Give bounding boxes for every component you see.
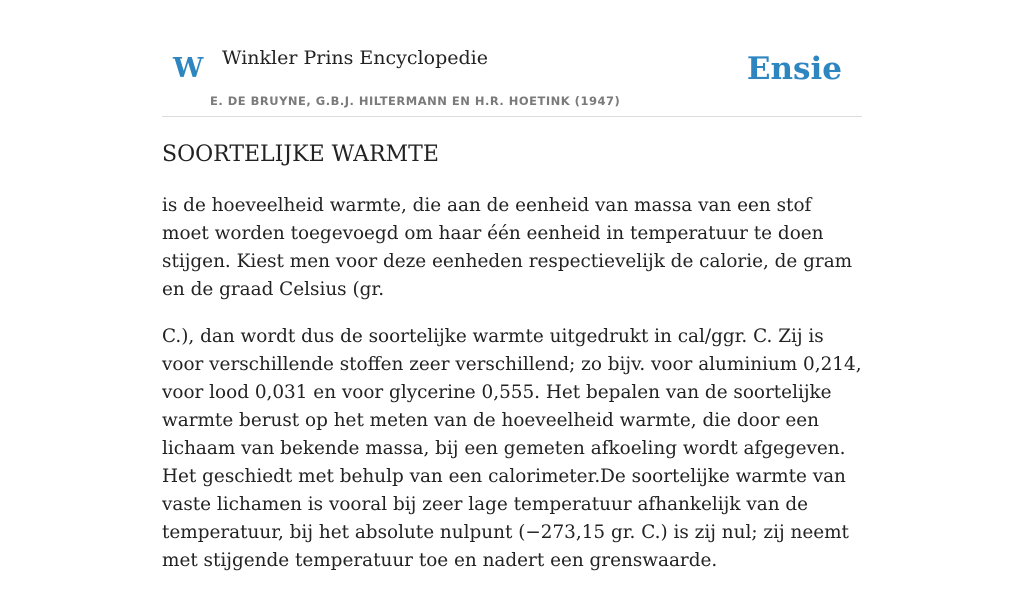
article-paragraph: is de hoeveelheid warmte, die aan de eenheid van massa van een stof moet worden toegevoegd om haar één eenheid in temperatuur te doen stijgen. Kiest men voor deze eenheden respectievelijk de calorie, de gram en de graad Celsius (gr. — [162, 195, 853, 300]
site-header — [162, 0, 862, 117]
ensie-brand-logo[interactable]: Ensie — [746, 51, 842, 87]
page-title: SOORTELIJKE WARMTE — [162, 142, 439, 167]
source-title[interactable]: Winkler Prins Encyclopedie — [222, 47, 488, 69]
winkler-prins-logo[interactable]: W — [173, 53, 204, 84]
source-authors: E. DE BRUYNE, G.B.J. HILTERMANN EN H.R. HOETINK (1947) — [210, 94, 621, 108]
article-paragraph: C.), dan wordt dus de soortelijke warmte uitgedrukt in cal/ggr. C. Zij is voor verschillende stoffen zeer verschillend; zo bijv. voor aluminium 0,214, voor lood 0,031 en voor glycerine 0,555. Het bepalen van de soortelijke warmte berust op het meten van de hoeveelheid warmte, die door een lichaam van bekende massa, bij een gemeten afkoeling wordt afgegeven. Het geschiedt met behulp van een calorimeter.De soortelijke warmte van vaste lichamen is vooral bij zeer lage temperatuur afhankelijk van de temperatuur, bij het absolute nulpunt (−273,15 gr. C.) is zij nul; zij neemt met stijgende temperatuur toe en nadert een grenswaarde. — [162, 326, 862, 571]
article-body — [162, 192, 862, 594]
